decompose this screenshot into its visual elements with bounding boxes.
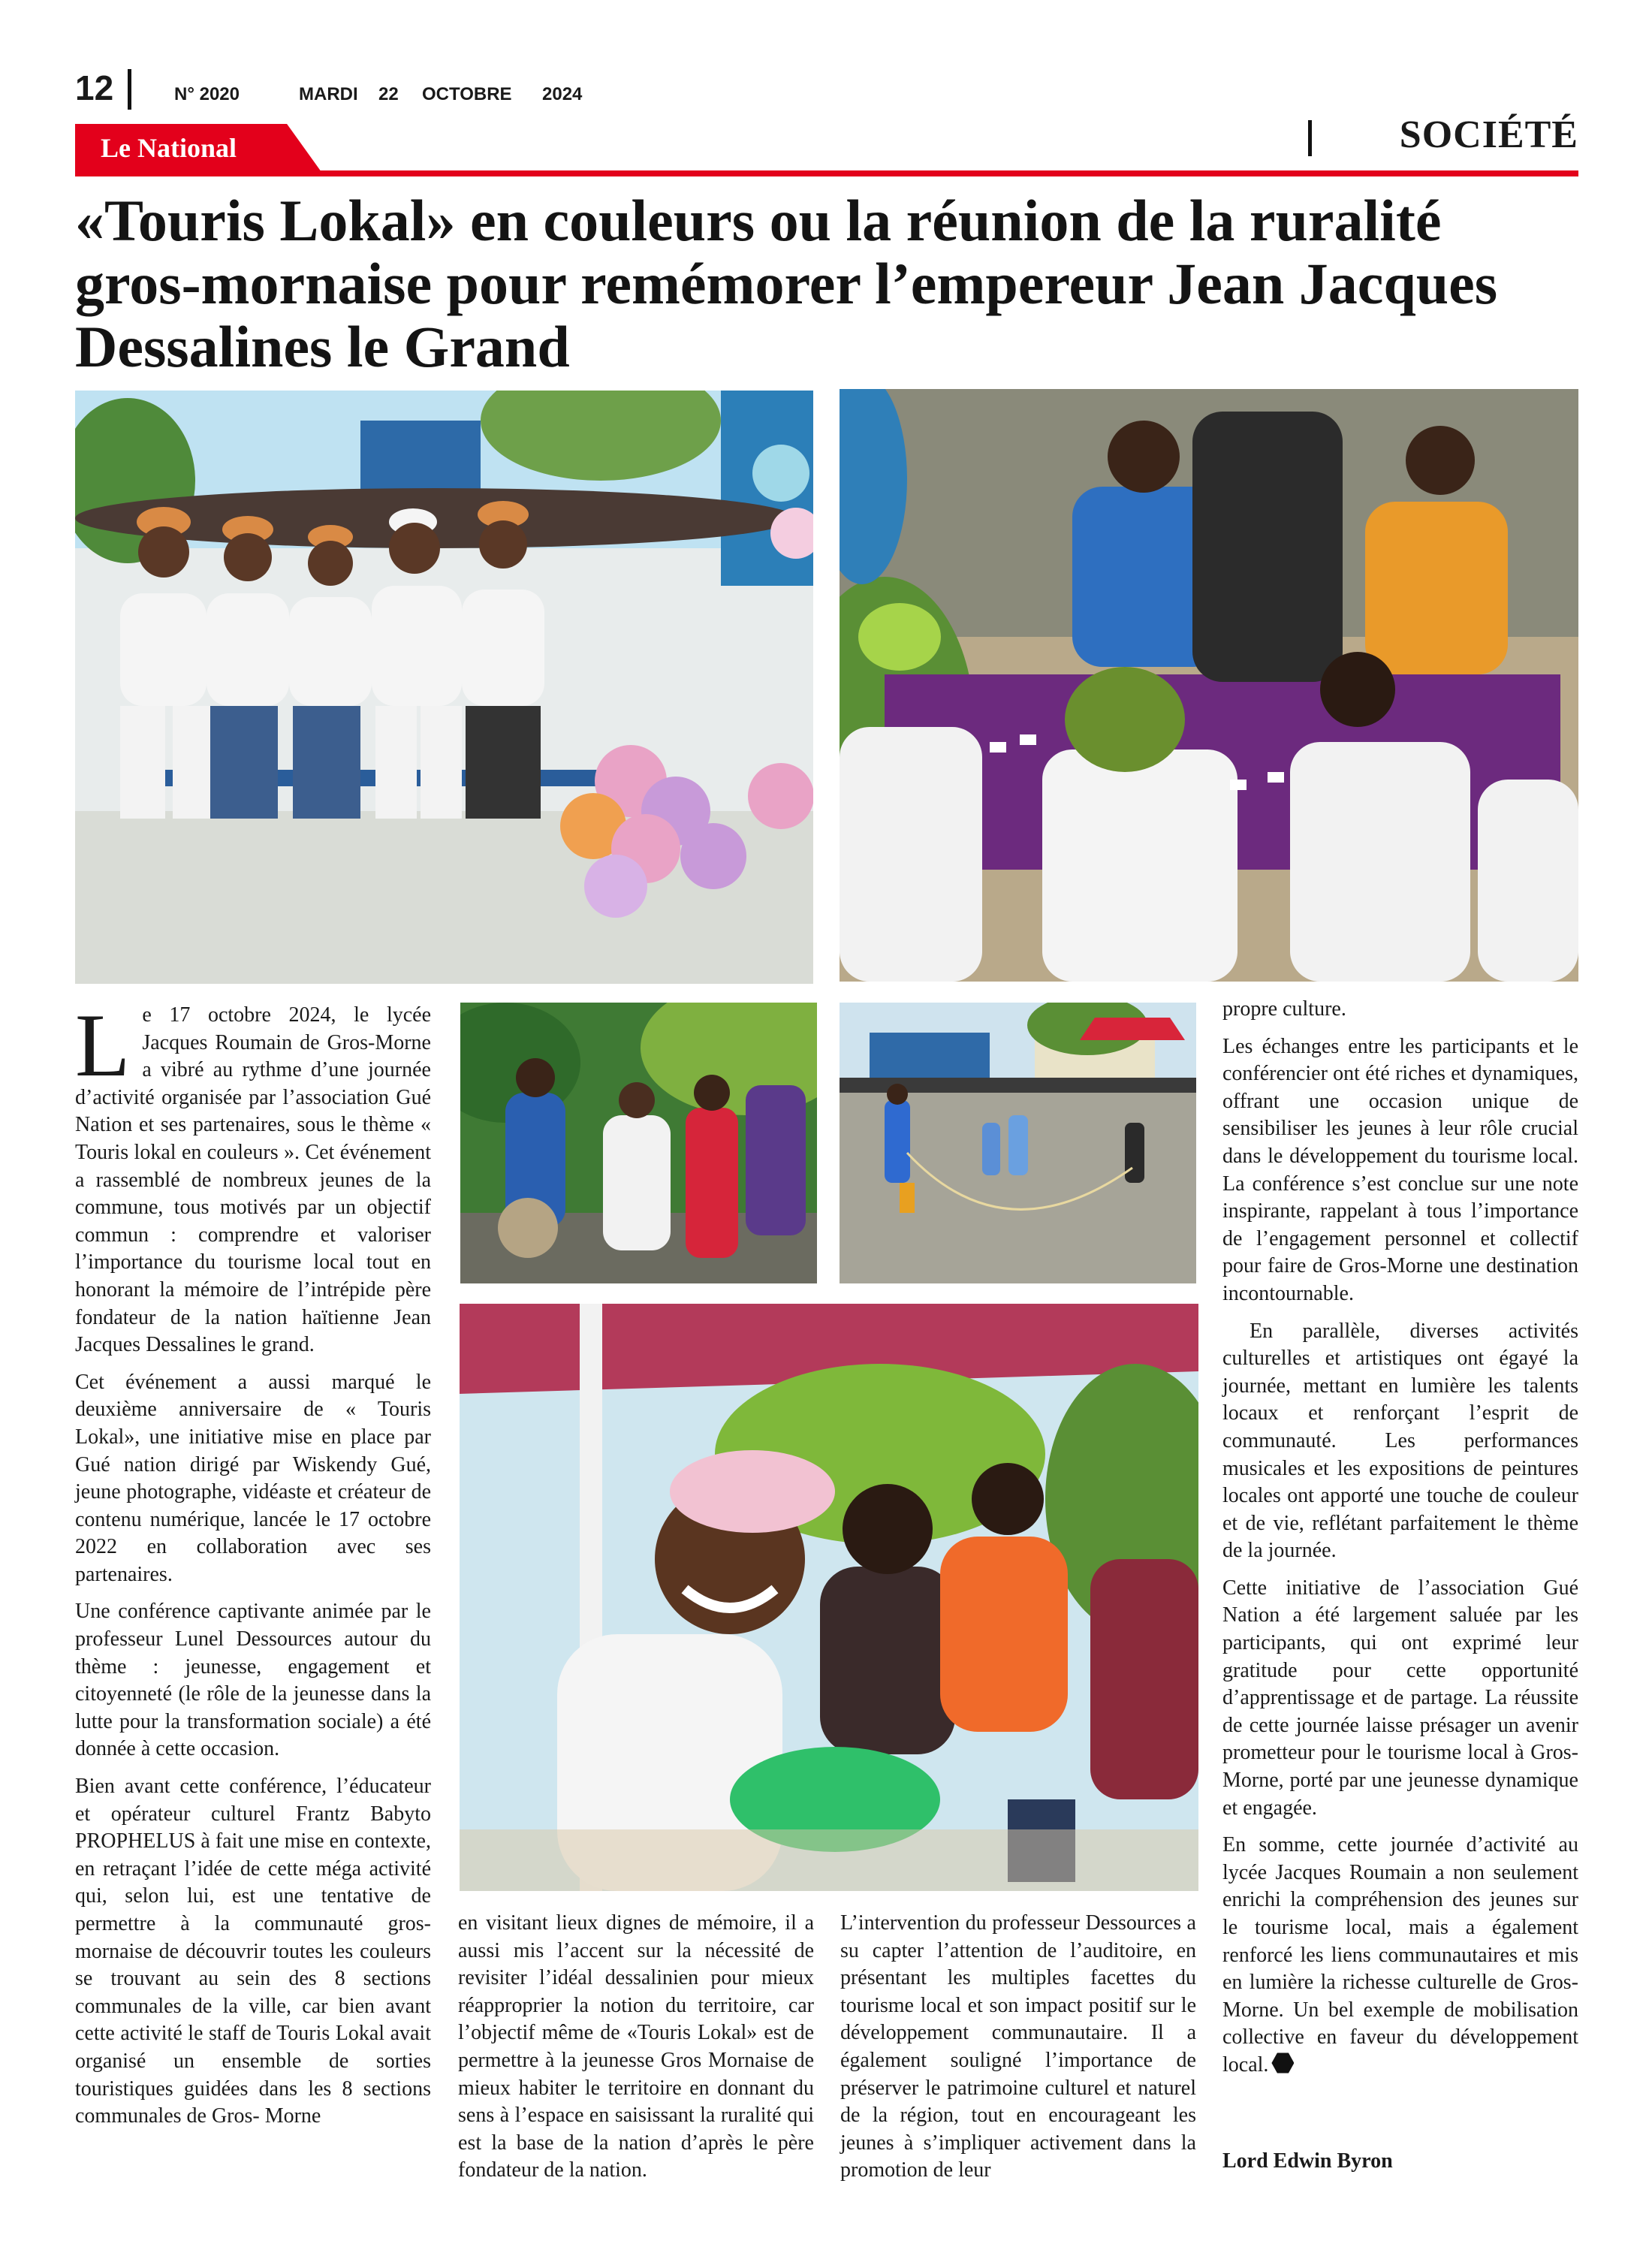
paragraph-11-text: En somme, cette journée d’activité au lycée Jacques Roumain a non seulement enrichi la compréhension des jeunes sur le tourisme local, mais a également renforcé les liens communautaires et mis en lumière la richesse culturelle de Gros-Morne. Un bel exemple de mobilisation collective en faveur du développement local. (1222, 1833, 1578, 2077)
page-number-divider (128, 69, 131, 110)
article-column-2 (458, 1910, 814, 2194)
paragraph-11 (1222, 1832, 1578, 2079)
paragraph-1 (75, 995, 431, 1359)
photo-group-outdoor (460, 1003, 817, 1283)
paragraph-6: L’intervention du professeur Dessources a su capter l’attention de l’auditoire, en présentant les multiples facettes du tourisme local et son impact positif sur le développement communautaire. Il a également souligné l’importance de préserver le patrimoine culturel et naturel de la région, tout en encourageant les jeunes à s’impliquer activement dans la promotion de leur (840, 1911, 1196, 2182)
date-month: OCTOBRE (422, 84, 512, 104)
date-day: MARDI (299, 84, 358, 104)
paragraph-10: Cette initiative de l’association Gué Nation a été largement saluée par les participants, qui ont exprimé leur gratitude pour cette opportunité d’apprentissage et de partage. La réussite de cette journée laisse présager un avenir prometteur pour le tourisme local à Gros-Morne, porté par une jeunesse dynamique et engagée. (1222, 1576, 1578, 1820)
paragraph-5: en visitant lieux dignes de mémoire, il a aussi mis l’accent sur la nécessité de revisiter l’idéal dessalinien pour mieux réapproprier la notion du territoire, car l’objectif même de «Touris Lokal» est de permettre à la jeunesse Gros Mornaise de mieux habiter le territoire en donnant du sens à l’espace en saisissant la ruralité qui est la base de la nation d’après le père fondateur de la nation. (458, 1911, 814, 2182)
article-author: Lord Edwin Byron (1222, 2149, 1393, 2173)
paragraph-9: En parallèle, diverses activités culturelles et artistiques ont égayé la journée, mettant en lumière les talents locaux et renforçant l’esprit de communauté. Les performances musicales et les expositions de peintures locales ont apporté une touche de couleur et de vie, reflétant parfaitement le thème de la journée. (1222, 1319, 1578, 1563)
article-headline: «Touris Lokal» en couleurs ou la réunion de la ruralité gros-mornaise pour remémorer l’empereur Jean Jacques Dessalines le Grand (75, 188, 1498, 379)
section-title: SOCIÉTÉ (1399, 113, 1578, 156)
article-column-1 (75, 995, 431, 2140)
paragraph-3: Une conférence captivante animée par le professeur Lunel Dessources autour du thème : jeunesse, engagement et citoyenneté (le rôle de la jeunesse dans la lutte pour la transformation sociale) a été donnée à cette occasion. (75, 1600, 431, 1761)
date-day-number: 22 (378, 84, 399, 104)
paragraph-7: propre culture. (1222, 997, 1346, 1021)
photo-smiling-girl (460, 1304, 1198, 1891)
paragraph-4: Bien avant cette conférence, l’éducateur et opérateur culturel Frantz Babyto PROPHELUS à fait une mise en contexte, en retraçant l’idée de cette méga activité qui, selon lui, est une tentative de permettre à la communauté gros- mornaise de découvrir toutes les couleurs se trouvant au sein des 8 sections communales de la ville, car bien avant cette activité le staff de Touris Lokal avait organisé un ensemble de sorties touristiques guidées dans les 8 sections communales de Gros- Morne (75, 1775, 431, 2128)
article-column-4 (1222, 996, 1578, 2089)
paragraph-8: Les échanges entre les participants et le conférencier ont été riches et dynamiques, offrant une occasion unique de sensibiliser les jeunes à leur rôle crucial dans le développement du tourisme local. La conférence s’est conclue sur une note inspirante, rappelant à tous l’importance de l’engagement personnel et collectif pour faire de Gros-Morne une destination incontournable. (1222, 1034, 1578, 1305)
section-divider (1308, 120, 1312, 156)
paragraph-1-text: e 17 octobre 2024, le lycée Jacques Roumain de Gros-Morne a vibré au rythme d’une journée d’activité organisée par l’association Gué Nation et ses partenaires, sous le thème « Touris lokal en couleurs ». Cet événement a rassemblé de nombreux jeunes de la commune, tous motivés par un objectif commun : comprendre et valoriser l’importance du tourisme local tout en honorant la mémoire de l’intrépide père fondateur de la nation haïtienne Jean Jacques Dessalines le grand. (75, 1003, 431, 1357)
issue-number: N° 2020 (174, 84, 240, 104)
page-number: 12 (75, 68, 114, 107)
photo-group-seated (75, 391, 813, 984)
end-mark-icon (1271, 2052, 1294, 2074)
article-column-3 (840, 1910, 1196, 2194)
photo-jump-rope (840, 1003, 1196, 1283)
dropcap: L (75, 995, 131, 1095)
date-year: 2024 (542, 84, 583, 104)
photo-domino-game (840, 389, 1578, 982)
header-rule (75, 170, 1578, 176)
newspaper-brand: Le National (101, 133, 237, 163)
paragraph-2: Cet événement a aussi marqué le deuxième anniversaire de « Touris Lokal», une initiative mise en place par Gué nation dirigé par Wiskendy Gué, jeune photographe, vidéaste et créateur de contenu numérique, lancée le 17 octobre 2022 en collaboration avec ses partenaires. (75, 1370, 431, 1586)
